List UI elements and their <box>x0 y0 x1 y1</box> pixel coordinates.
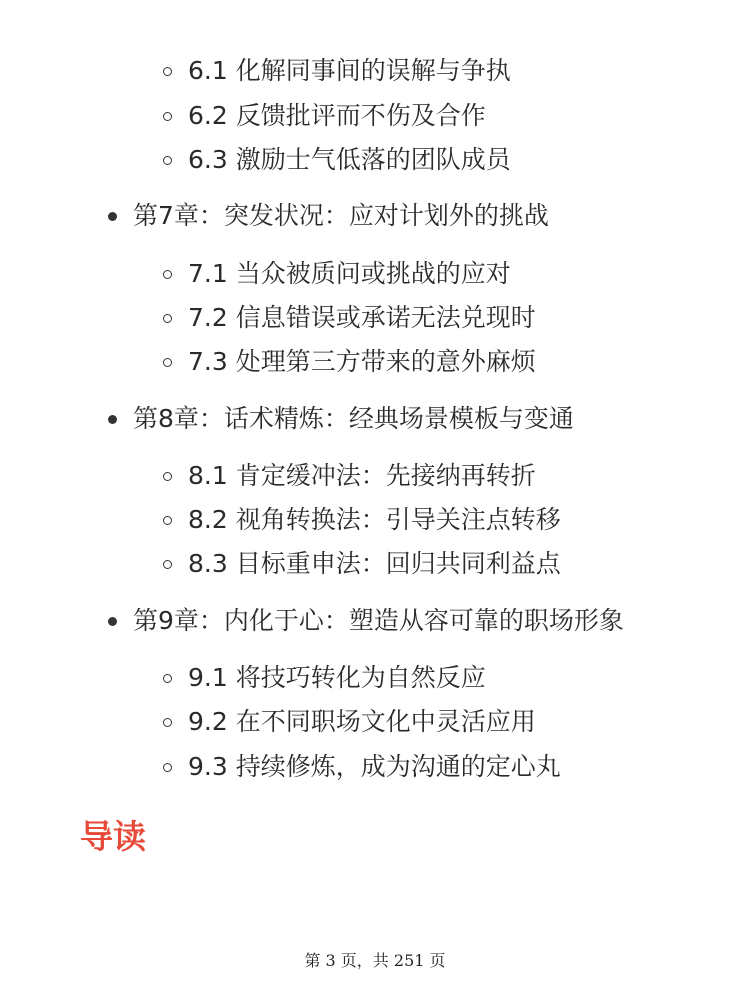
toc-section-8-3 <box>163 546 561 582</box>
hollow-circle-bullet-icon <box>163 270 172 279</box>
toc-section-label: 6.1 化解同事间的误解与争执 <box>188 56 511 85</box>
filled-disc-bullet-icon <box>108 212 117 221</box>
hollow-circle-bullet-icon <box>163 718 172 727</box>
hollow-circle-bullet-icon <box>163 674 172 683</box>
toc-section-9-2 <box>163 704 536 740</box>
toc-chapter-7 <box>108 198 549 234</box>
toc-chapter-label: 第9章：内化于心：塑造从容可靠的职场形象 <box>133 606 624 635</box>
toc-section-label: 7.3 处理第三方带来的意外麻烦 <box>188 347 536 376</box>
hollow-circle-bullet-icon <box>163 358 172 367</box>
toc-section-7-2 <box>163 300 536 336</box>
toc-chapter-label: 第7章：突发状况：应对计划外的挑战 <box>133 201 549 230</box>
toc-section-label: 9.3 持续修炼，成为沟通的定心丸 <box>188 752 561 781</box>
toc-section-9-1 <box>163 660 486 696</box>
toc-section-label: 7.2 信息错误或承诺无法兑现时 <box>188 303 536 332</box>
hollow-circle-bullet-icon <box>163 314 172 323</box>
toc-section-6-3 <box>163 142 511 178</box>
toc-section-label: 9.2 在不同职场文化中灵活应用 <box>188 707 536 736</box>
page-footer: 第 3 页，共 251 页 <box>304 951 446 970</box>
toc-section-8-1 <box>163 458 536 494</box>
toc-section-label: 8.3 目标重申法：回归共同利益点 <box>188 549 561 578</box>
toc-section-label: 6.3 激励士气低落的团队成员 <box>188 145 511 174</box>
hollow-circle-bullet-icon <box>163 516 172 525</box>
toc-section-8-2 <box>163 502 561 538</box>
toc-section-7-3 <box>163 344 536 380</box>
filled-disc-bullet-icon <box>108 415 117 424</box>
toc-section-6-2 <box>163 98 486 134</box>
hollow-circle-bullet-icon <box>163 156 172 165</box>
toc-chapter-9 <box>108 603 624 639</box>
toc-chapter-8 <box>108 401 574 437</box>
toc-section-label: 7.1 当众被质问或挑战的应对 <box>188 259 511 288</box>
hollow-circle-bullet-icon <box>163 472 172 481</box>
toc-chapter-label: 第8章：话术精炼：经典场景模板与变通 <box>133 404 574 433</box>
toc-section-6-1 <box>163 53 511 89</box>
toc-section-9-3 <box>163 749 561 785</box>
hollow-circle-bullet-icon <box>163 763 172 772</box>
toc-section-label: 9.1 将技巧转化为自然反应 <box>188 663 486 692</box>
toc-section-label: 6.2 反馈批评而不伤及合作 <box>188 101 486 130</box>
toc-section-label: 8.2 视角转换法：引导关注点转移 <box>188 505 561 534</box>
hollow-circle-bullet-icon <box>163 560 172 569</box>
filled-disc-bullet-icon <box>108 617 117 626</box>
section-heading-guide: 导读 <box>80 817 146 856</box>
hollow-circle-bullet-icon <box>163 112 172 121</box>
toc-section-label: 8.1 肯定缓冲法：先接纳再转折 <box>188 461 536 490</box>
hollow-circle-bullet-icon <box>163 67 172 76</box>
toc-section-7-1 <box>163 256 511 292</box>
